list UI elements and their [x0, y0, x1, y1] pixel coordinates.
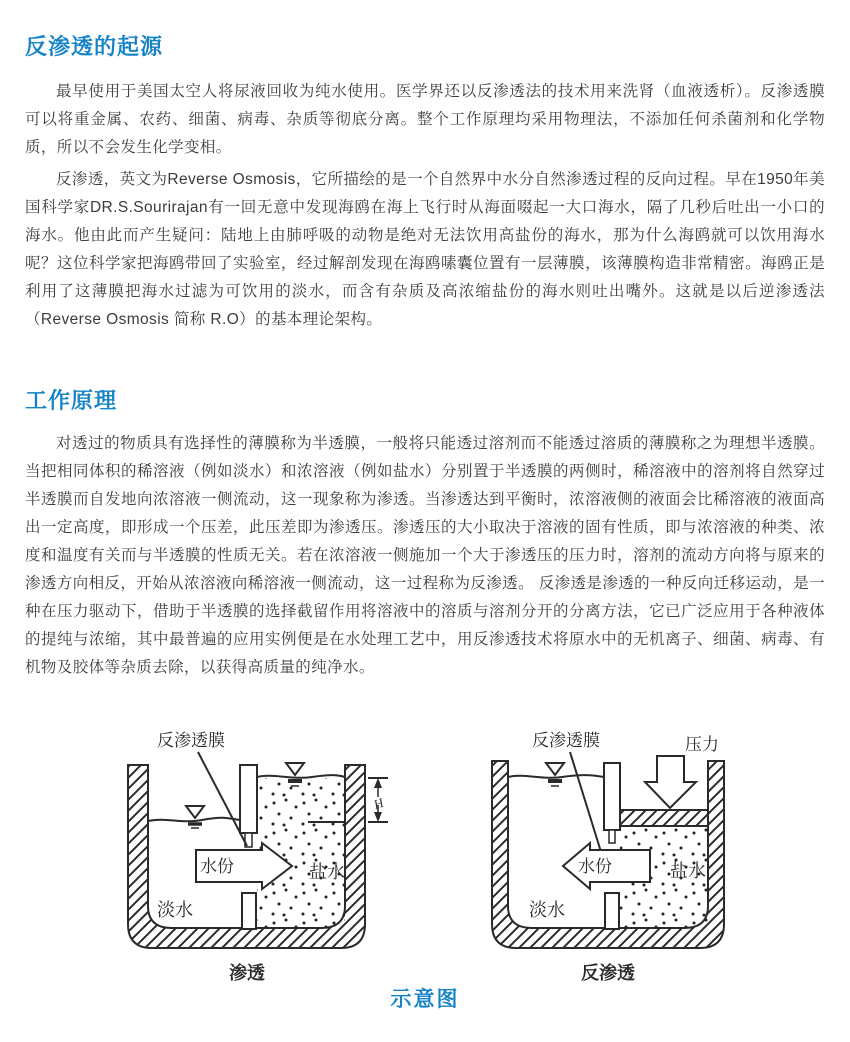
paragraph-origin-1: 最早使用于美国太空人将尿液回收为纯水使用。医学界还以反渗透法的技术用来洗肾（血液透析）。反渗透膜可以将重金属、农药、细菌、病毒、杂质等彻底分离。整个工作原理均采用物理法，不添加任何杀菌剂和化学物质，所以不会发生化学变相。 [25, 83, 825, 156]
reverse-osmosis-caption: 反渗透 [581, 963, 635, 983]
paragraph-origin-2: 反渗透，英文为Reverse Osmosis，它所描绘的是一个自然界中水分自然渗透过程的反向过程。早在1950年美国科学家DR.S.Sourirajan有一回无意中发现海鸥在海上飞行时从海面啜起一大口海水，隔了几秒后吐出一小口的海水。他由此而产生疑问：陆地上由肺呼吸的动物是绝对无法饮用高盐份的海水，那为什么海鸥就可以饮用海水呢？这位科学家把海鸥带回了实验室，经过解剖发现在海鸥嗉囊位置有一层薄膜，该薄膜构造非常精密。海鸥正是利用了这薄膜把海水过滤为可饮用的淡水，而含有杂质及高浓缩盐份的海水则吐出嘴外。这就是以后逆渗透法（Reverse Osmosis 简称 R.O）的基本理论架构。 [25, 171, 825, 328]
water-level-marker-icon [286, 763, 304, 786]
osmosis-lower-partition [242, 893, 256, 929]
paragraph-principle: 对透过的物质具有选择性的薄膜称为半透膜，一般将只能透过溶剂而不能透过溶质的薄膜称之为理想半透膜。当把相同体积的稀溶液（例如淡水）和浓溶液（例如盐水）分别置于半透膜的两侧时，稀溶液中的溶剂将自然穿过半透膜而自发地向浓溶液一侧流动，这一现象称为渗透。当渗透达到平衡时，浓溶液侧的液面会比稀溶液的液面高出一定高度，即形成一个压差，此压差即为渗透压。渗透压的大小取决于溶液的固有性质，即与浓溶液的种类、浓度和温度有关而与半透膜的性质无关。若在浓溶液一侧施加一个大于渗透压的压力时，溶剂的流动方向将与原来的渗透方向相反，开始从浓溶液向稀溶液一侧流动，这一过程称为反渗透。 反渗透是渗透的一种反向迁移运动，是一种在压力驱动下，借助于半透膜的选择截留作用将溶液中的溶质与溶剂分开的分离方法，它已广泛应用于各种液体的提纯与浓缩，其中最普遍的应用实例便是在水处理工艺中，用反渗透技术将原水中的无机离子、细菌、病毒、有机物及胶体等杂质去除，以获得高质量的纯净水。 [25, 435, 825, 676]
section-heading-principle: 工作原理 [25, 388, 118, 413]
water-level-marker-icon [546, 763, 564, 786]
figure-caption: 示意图 [390, 988, 460, 1011]
schematic-svg [0, 708, 850, 986]
pressure-arrow-icon [645, 756, 696, 808]
figure-schematic [0, 708, 850, 986]
osmosis-fresh-water-label: 淡水 [157, 900, 193, 920]
reverse-osmosis-membrane [604, 763, 620, 830]
reverse-osmosis-lower-partition [605, 893, 619, 929]
reverse-osmosis-fresh-water-label: 淡水 [529, 900, 565, 920]
osmosis-membrane [240, 765, 257, 833]
pressure-label: 压力 [685, 735, 719, 754]
osmosis-diagram [128, 731, 388, 983]
osmosis-flow-label: 水份 [200, 857, 234, 876]
height-difference-marker [368, 778, 388, 822]
reverse-osmosis-diagram [492, 731, 724, 983]
reverse-osmosis-flow-label: 水份 [578, 857, 612, 876]
osmosis-caption: 渗透 [229, 963, 265, 983]
osmosis-salt-water-line [257, 775, 345, 778]
reverse-osmosis-membrane-label: 反渗透膜 [532, 731, 600, 750]
reverse-osmosis-membrane-stem [609, 830, 615, 843]
reverse-osmosis-piston [620, 810, 708, 826]
height-label: H [371, 794, 386, 813]
section-heading-origin: 反渗透的起源 [25, 34, 164, 59]
osmosis-salt-water-label: 盐水 [309, 862, 345, 882]
water-level-marker-icon [186, 806, 204, 828]
reverse-osmosis-fresh-water-line [508, 775, 604, 778]
reverse-osmosis-salt-water-label: 盐水 [670, 861, 706, 881]
osmosis-membrane-label: 反渗透膜 [157, 731, 225, 750]
